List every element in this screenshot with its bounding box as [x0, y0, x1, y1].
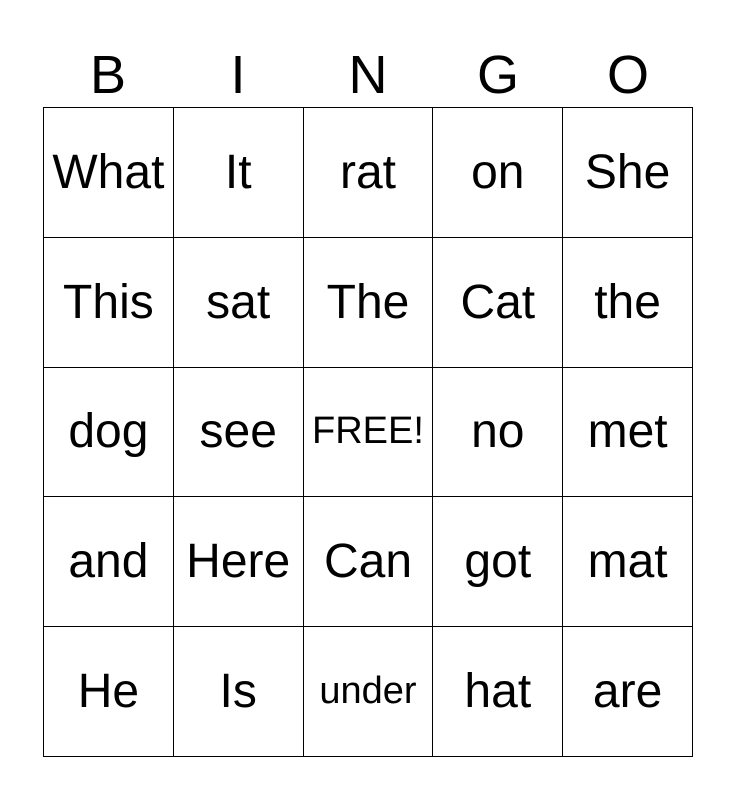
bingo-cell: met: [563, 368, 693, 498]
bingo-cell: She: [563, 108, 693, 238]
bingo-cell: Here: [174, 497, 304, 627]
bingo-cell: Can: [304, 497, 434, 627]
header-letter-n: N: [348, 45, 388, 105]
bingo-cell: on: [433, 108, 563, 238]
bingo-cell: mat: [563, 497, 693, 627]
bingo-cell: He: [44, 627, 174, 757]
header-letter-b: B: [89, 45, 127, 105]
bingo-board: [43, 107, 693, 757]
bingo-cell: This: [44, 238, 174, 368]
bingo-cell: It: [174, 108, 304, 238]
bingo-cell: got: [433, 497, 563, 627]
bingo-cell: What: [44, 108, 174, 238]
bingo-cell: hat: [433, 627, 563, 757]
bingo-cell: the: [563, 238, 693, 368]
bingo-cell: sat: [174, 238, 304, 368]
bingo-header: [43, 44, 693, 106]
bingo-cell: dog: [44, 368, 174, 498]
bingo-cell: see: [174, 368, 304, 498]
header-letter-o: O: [606, 45, 649, 105]
bingo-cell: are: [563, 627, 693, 757]
bingo-cell: and: [44, 497, 174, 627]
bingo-cell: rat: [304, 108, 434, 238]
bingo-cell: no: [433, 368, 563, 498]
bingo-cell: Is: [174, 627, 304, 757]
bingo-cell: under: [304, 627, 434, 757]
free-space-cell: FREE!: [304, 368, 434, 498]
header-letter-i: I: [230, 45, 246, 105]
header-letter-g: G: [476, 45, 519, 105]
bingo-cell: The: [304, 238, 434, 368]
bingo-cell: Cat: [433, 238, 563, 368]
